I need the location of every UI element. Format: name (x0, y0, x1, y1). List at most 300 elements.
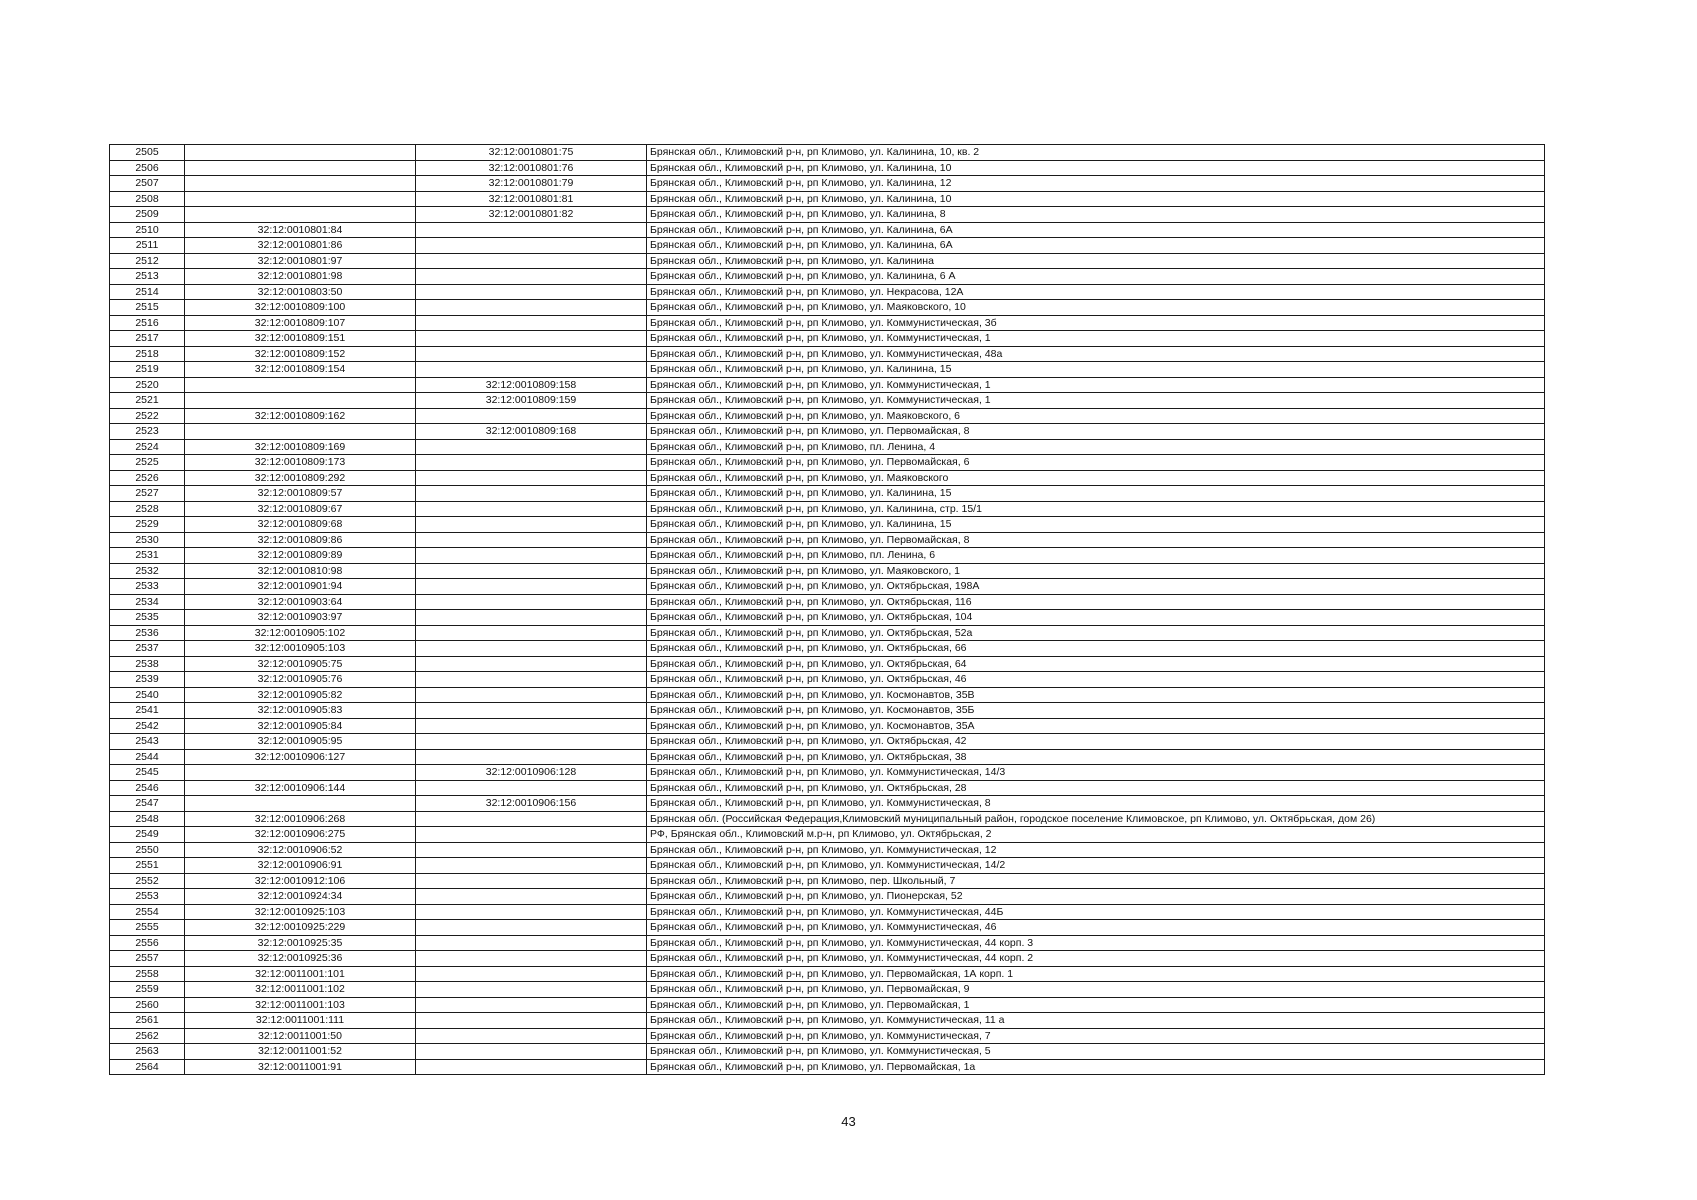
row-number: 2537 (110, 641, 185, 657)
cadastral-number-alt (416, 641, 647, 657)
cadastral-number: 32:12:0010905:82 (185, 687, 416, 703)
table-row (110, 904, 1545, 920)
address-cell: Брянская обл., Климовский р-н, рп Климово, ул. Калинина, 6 А (647, 269, 1545, 285)
table-row (110, 951, 1545, 967)
address-cell: Брянская обл., Климовский р-н, рп Климово, ул. Коммунистическая, 3б (647, 315, 1545, 331)
cadastral-number-alt: 32:12:0010906:156 (416, 796, 647, 812)
address-cell: Брянская обл., Климовский р-н, рп Климово, ул. Октябрьская, 42 (647, 734, 1545, 750)
row-number: 2510 (110, 222, 185, 238)
row-number: 2541 (110, 703, 185, 719)
cadastral-number-alt (416, 331, 647, 347)
table-row (110, 486, 1545, 502)
table-row (110, 920, 1545, 936)
address-cell: Брянская обл., Климовский р-н, рп Климово, ул. Октябрьская, 66 (647, 641, 1545, 657)
row-number: 2513 (110, 269, 185, 285)
row-number: 2515 (110, 300, 185, 316)
address-cell: Брянская обл., Климовский р-н, рп Климово, ул. Коммунистическая, 44 корп. 3 (647, 935, 1545, 951)
cadastral-number-alt: 32:12:0010801:81 (416, 191, 647, 207)
table-row (110, 501, 1545, 517)
table-row (110, 687, 1545, 703)
cadastral-number-alt (416, 238, 647, 254)
cadastral-number-alt: 32:12:0010809:159 (416, 393, 647, 409)
row-number: 2533 (110, 579, 185, 595)
cadastral-number-alt (416, 889, 647, 905)
row-number: 2552 (110, 873, 185, 889)
row-number: 2554 (110, 904, 185, 920)
row-number: 2564 (110, 1059, 185, 1075)
row-number: 2555 (110, 920, 185, 936)
cadastral-number: 32:12:0010803:50 (185, 284, 416, 300)
cadastral-number: 32:12:0011001:102 (185, 982, 416, 998)
row-number: 2542 (110, 718, 185, 734)
row-number: 2560 (110, 997, 185, 1013)
row-number: 2557 (110, 951, 185, 967)
cadastral-number (185, 765, 416, 781)
address-cell: Брянская обл., Климовский р-н, рп Климово, ул. Коммунистическая, 1 (647, 331, 1545, 347)
table-row (110, 827, 1545, 843)
row-number: 2509 (110, 207, 185, 223)
address-cell: Брянская обл., Климовский р-н, рп Климово, ул. Коммунистическая, 12 (647, 842, 1545, 858)
cadastral-number-alt (416, 253, 647, 269)
address-cell: Брянская обл., Климовский р-н, рп Климово, ул. Октябрьская, 116 (647, 594, 1545, 610)
cadastral-number: 32:12:0010809:68 (185, 517, 416, 533)
table-row (110, 532, 1545, 548)
address-cell: Брянская обл., Климовский р-н, рп Климово, ул. Коммунистическая, 46 (647, 920, 1545, 936)
cadastral-number-alt (416, 610, 647, 626)
table-row (110, 331, 1545, 347)
row-number: 2514 (110, 284, 185, 300)
cadastral-number: 32:12:0011001:111 (185, 1013, 416, 1029)
table-row (110, 656, 1545, 672)
cadastral-number-alt (416, 439, 647, 455)
row-number: 2512 (110, 253, 185, 269)
row-number: 2553 (110, 889, 185, 905)
cadastral-number-alt (416, 625, 647, 641)
address-cell: Брянская обл., Климовский р-н, рп Климово, ул. Октябрьская, 46 (647, 672, 1545, 688)
address-cell: Брянская обл., Климовский р-н, рп Климово, ул. Маяковского, 1 (647, 563, 1545, 579)
address-cell: Брянская обл., Климовский р-н, рп Климово, ул. Космонавтов, 35Б (647, 703, 1545, 719)
cadastral-number-alt (416, 346, 647, 362)
cadastral-number-alt (416, 811, 647, 827)
cadastral-number: 32:12:0011001:52 (185, 1044, 416, 1060)
table-row (110, 377, 1545, 393)
row-number: 2507 (110, 176, 185, 192)
address-cell: Брянская обл., Климовский р-н, рп Климово, ул. Калинина, 15 (647, 362, 1545, 378)
table-row (110, 1028, 1545, 1044)
cadastral-table (109, 144, 1545, 1075)
address-cell: Брянская обл., Климовский р-н, рп Климово, ул. Калинина (647, 253, 1545, 269)
cadastral-number-alt: 32:12:0010906:128 (416, 765, 647, 781)
cadastral-number: 32:12:0010925:35 (185, 935, 416, 951)
table-row (110, 346, 1545, 362)
table-row (110, 765, 1545, 781)
row-number: 2548 (110, 811, 185, 827)
address-cell: Брянская обл., Климовский р-н, рп Климово, ул. Калинина, 8 (647, 207, 1545, 223)
cadastral-number: 32:12:0010809:57 (185, 486, 416, 502)
cadastral-number (185, 160, 416, 176)
cadastral-number: 32:12:0010903:64 (185, 594, 416, 610)
row-number: 2519 (110, 362, 185, 378)
table-row (110, 749, 1545, 765)
cadastral-number: 32:12:0010905:75 (185, 656, 416, 672)
table-row (110, 703, 1545, 719)
cadastral-number-alt (416, 734, 647, 750)
cadastral-number: 32:12:0010925:36 (185, 951, 416, 967)
table-row (110, 160, 1545, 176)
row-number: 2545 (110, 765, 185, 781)
row-number: 2511 (110, 238, 185, 254)
cadastral-number: 32:12:0010809:86 (185, 532, 416, 548)
row-number: 2535 (110, 610, 185, 626)
cadastral-number: 32:12:0010906:144 (185, 780, 416, 796)
table-row (110, 610, 1545, 626)
row-number: 2529 (110, 517, 185, 533)
address-cell: Брянская обл., Климовский р-н, рп Климово, ул. Коммунистическая, 48а (647, 346, 1545, 362)
table-row (110, 780, 1545, 796)
address-cell: Брянская обл., Климовский р-н, рп Климово, ул. Калинина, стр. 15/1 (647, 501, 1545, 517)
cadastral-number-alt (416, 579, 647, 595)
address-cell: Брянская обл., Климовский р-н, рп Климово, ул. Октябрьская, 52а (647, 625, 1545, 641)
table-row (110, 393, 1545, 409)
cadastral-number-alt (416, 1059, 647, 1075)
cadastral-number: 32:12:0010925:229 (185, 920, 416, 936)
table-row (110, 548, 1545, 564)
row-number: 2534 (110, 594, 185, 610)
address-cell: Брянская обл., Климовский р-н, рп Климово, ул. Пионерская, 52 (647, 889, 1545, 905)
cadastral-number-alt: 32:12:0010809:168 (416, 424, 647, 440)
row-number: 2530 (110, 532, 185, 548)
cadastral-number-alt (416, 966, 647, 982)
address-cell: Брянская обл., Климовский р-н, рп Климово, ул. Октябрьская, 64 (647, 656, 1545, 672)
cadastral-number-alt (416, 548, 647, 564)
address-cell: Брянская обл., Климовский р-н, рп Климово, ул. Октябрьская, 198А (647, 579, 1545, 595)
cadastral-number-alt: 32:12:0010801:82 (416, 207, 647, 223)
address-cell: Брянская обл., Климовский р-н, рп Климово, ул. Калинина, 15 (647, 486, 1545, 502)
cadastral-number-alt (416, 656, 647, 672)
cadastral-number-alt (416, 315, 647, 331)
cadastral-number: 32:12:0010905:76 (185, 672, 416, 688)
cadastral-number (185, 207, 416, 223)
cadastral-number: 32:12:0010809:152 (185, 346, 416, 362)
row-number: 2561 (110, 1013, 185, 1029)
row-number: 2521 (110, 393, 185, 409)
address-cell: Брянская обл., Климовский р-н, рп Климово, ул. Первомайская, 8 (647, 424, 1545, 440)
cadastral-number (185, 145, 416, 161)
address-cell: Брянская обл., Климовский р-н, рп Климово, пл. Ленина, 6 (647, 548, 1545, 564)
cadastral-number-alt (416, 827, 647, 843)
row-number: 2518 (110, 346, 185, 362)
row-number: 2540 (110, 687, 185, 703)
cadastral-number: 32:12:0010905:83 (185, 703, 416, 719)
address-cell: Брянская обл., Климовский р-н, рп Климово, ул. Маяковского (647, 470, 1545, 486)
cadastral-number-alt (416, 1028, 647, 1044)
table-row (110, 842, 1545, 858)
cadastral-number-alt (416, 455, 647, 471)
row-number: 2517 (110, 331, 185, 347)
cadastral-number: 32:12:0010906:127 (185, 749, 416, 765)
address-cell: РФ, Брянская обл., Климовский м.р-н, рп Климово, ул. Октябрьская, 2 (647, 827, 1545, 843)
cadastral-number: 32:12:0010801:97 (185, 253, 416, 269)
address-cell: Брянская обл., Климовский р-н, рп Климово, ул. Маяковского, 10 (647, 300, 1545, 316)
row-number: 2551 (110, 858, 185, 874)
table-row (110, 889, 1545, 905)
row-number: 2550 (110, 842, 185, 858)
cadastral-number (185, 176, 416, 192)
table-body (110, 145, 1545, 1075)
cadastral-number-alt (416, 517, 647, 533)
cadastral-number (185, 377, 416, 393)
table-row (110, 563, 1545, 579)
table-row (110, 284, 1545, 300)
table-row (110, 424, 1545, 440)
row-number: 2543 (110, 734, 185, 750)
address-cell: Брянская обл., Климовский р-н, рп Климово, ул. Космонавтов, 35А (647, 718, 1545, 734)
cadastral-number: 32:12:0010810:98 (185, 563, 416, 579)
table-row (110, 439, 1545, 455)
cadastral-number-alt (416, 1044, 647, 1060)
cadastral-number-alt (416, 470, 647, 486)
cadastral-number-alt (416, 486, 647, 502)
table-row (110, 718, 1545, 734)
row-number: 2505 (110, 145, 185, 161)
cadastral-number (185, 393, 416, 409)
cadastral-number-alt (416, 300, 647, 316)
address-cell: Брянская обл., Климовский р-н, рп Климово, ул. Первомайская, 1а (647, 1059, 1545, 1075)
table-row (110, 935, 1545, 951)
cadastral-number: 32:12:0010925:103 (185, 904, 416, 920)
address-cell: Брянская обл., Климовский р-н, рп Климово, ул. Первомайская, 1 (647, 997, 1545, 1013)
cadastral-number: 32:12:0011001:91 (185, 1059, 416, 1075)
row-number: 2539 (110, 672, 185, 688)
table-row (110, 470, 1545, 486)
table-row (110, 191, 1545, 207)
address-cell: Брянская обл., Климовский р-н, рп Климово, ул. Калинина, 10 (647, 160, 1545, 176)
address-cell: Брянская обл., Климовский р-н, рп Климово, ул. Коммунистическая, 7 (647, 1028, 1545, 1044)
cadastral-number-alt (416, 501, 647, 517)
table-row (110, 176, 1545, 192)
cadastral-number-alt (416, 532, 647, 548)
cadastral-number-alt (416, 703, 647, 719)
address-cell: Брянская обл., Климовский р-н, рп Климово, ул. Коммунистическая, 1 (647, 393, 1545, 409)
row-number: 2516 (110, 315, 185, 331)
table-row (110, 982, 1545, 998)
table-row (110, 858, 1545, 874)
row-number: 2559 (110, 982, 185, 998)
cadastral-number: 32:12:0010809:100 (185, 300, 416, 316)
cadastral-number-alt (416, 284, 647, 300)
table-row (110, 362, 1545, 378)
address-cell: Брянская обл., Климовский р-н, рп Климово, ул. Октябрьская, 38 (647, 749, 1545, 765)
row-number: 2522 (110, 408, 185, 424)
row-number: 2508 (110, 191, 185, 207)
cadastral-number: 32:12:0010801:84 (185, 222, 416, 238)
table-row (110, 1013, 1545, 1029)
table-row (110, 222, 1545, 238)
cadastral-number-alt (416, 594, 647, 610)
address-cell: Брянская обл., Климовский р-н, рп Климово, ул. Калинина, 15 (647, 517, 1545, 533)
cadastral-number: 32:12:0010901:94 (185, 579, 416, 595)
table-row (110, 300, 1545, 316)
cadastral-number-alt (416, 920, 647, 936)
address-cell: Брянская обл., Климовский р-н, рп Климово, ул. Коммунистическая, 14/3 (647, 765, 1545, 781)
cadastral-number-alt (416, 672, 647, 688)
table-row (110, 966, 1545, 982)
cadastral-number: 32:12:0010809:67 (185, 501, 416, 517)
cadastral-number: 32:12:0010905:102 (185, 625, 416, 641)
table-row (110, 238, 1545, 254)
cadastral-number (185, 796, 416, 812)
address-cell: Брянская обл., Климовский р-н, рп Климово, ул. Октябрьская, 28 (647, 780, 1545, 796)
address-cell: Брянская обл., Климовский р-н, рп Климово, ул. Коммунистическая, 1 (647, 377, 1545, 393)
address-cell: Брянская обл., Климовский р-н, рп Климово, ул. Коммунистическая, 11 а (647, 1013, 1545, 1029)
cadastral-number-alt: 32:12:0010801:75 (416, 145, 647, 161)
address-cell: Брянская обл., Климовский р-н, рп Климово, ул. Калинина, 12 (647, 176, 1545, 192)
cadastral-number-alt (416, 951, 647, 967)
row-number: 2562 (110, 1028, 185, 1044)
address-cell: Брянская обл., Климовский р-н, рп Климово, ул. Коммунистическая, 5 (647, 1044, 1545, 1060)
cadastral-number: 32:12:0010809:89 (185, 548, 416, 564)
row-number: 2526 (110, 470, 185, 486)
row-number: 2524 (110, 439, 185, 455)
address-cell: Брянская обл., Климовский р-н, рп Климово, ул. Космонавтов, 35В (647, 687, 1545, 703)
address-cell: Брянская обл., Климовский р-н, рп Климово, ул. Октябрьская, 104 (647, 610, 1545, 626)
cadastral-number: 32:12:0010905:103 (185, 641, 416, 657)
cadastral-number-alt: 32:12:0010809:158 (416, 377, 647, 393)
address-cell: Брянская обл., Климовский р-н, рп Климово, ул. Первомайская, 9 (647, 982, 1545, 998)
cadastral-number: 32:12:0010912:106 (185, 873, 416, 889)
address-cell: Брянская обл., Климовский р-н, рп Климово, ул. Коммунистическая, 44 корп. 2 (647, 951, 1545, 967)
table-row (110, 1044, 1545, 1060)
cadastral-number: 32:12:0010809:162 (185, 408, 416, 424)
address-cell: Брянская обл., Климовский р-н, рп Климово, ул. Некрасова, 12А (647, 284, 1545, 300)
address-cell: Брянская обл., Климовский р-н, рп Климово, ул. Коммунистическая, 8 (647, 796, 1545, 812)
row-number: 2506 (110, 160, 185, 176)
cadastral-number: 32:12:0010906:52 (185, 842, 416, 858)
cadastral-number-alt (416, 749, 647, 765)
cadastral-number: 32:12:0010809:292 (185, 470, 416, 486)
cadastral-number: 32:12:0010906:91 (185, 858, 416, 874)
cadastral-number: 32:12:0011001:101 (185, 966, 416, 982)
cadastral-number: 32:12:0010809:169 (185, 439, 416, 455)
cadastral-number: 32:12:0010809:151 (185, 331, 416, 347)
table-row (110, 672, 1545, 688)
row-number: 2527 (110, 486, 185, 502)
table-row (110, 1059, 1545, 1075)
table-row (110, 734, 1545, 750)
table-row (110, 253, 1545, 269)
row-number: 2544 (110, 749, 185, 765)
cadastral-number-alt (416, 269, 647, 285)
cadastral-number-alt (416, 873, 647, 889)
row-number: 2523 (110, 424, 185, 440)
address-cell: Брянская обл., Климовский р-н, рп Климово, ул. Калинина, 6А (647, 222, 1545, 238)
address-cell: Брянская обл., Климовский р-н, рп Климово, ул. Маяковского, 6 (647, 408, 1545, 424)
cadastral-number: 32:12:0010809:173 (185, 455, 416, 471)
cadastral-number-alt: 32:12:0010801:76 (416, 160, 647, 176)
table-row (110, 145, 1545, 161)
cadastral-number: 32:12:0010906:268 (185, 811, 416, 827)
cadastral-number: 32:12:0010905:95 (185, 734, 416, 750)
table-row (110, 594, 1545, 610)
row-number: 2549 (110, 827, 185, 843)
row-number: 2538 (110, 656, 185, 672)
address-cell: Брянская обл., Климовский р-н, рп Климово, ул. Калинина, 6А (647, 238, 1545, 254)
table-row (110, 517, 1545, 533)
cadastral-number-alt (416, 718, 647, 734)
cadastral-number-alt: 32:12:0010801:79 (416, 176, 647, 192)
cadastral-number-alt (416, 780, 647, 796)
cadastral-number: 32:12:0010906:275 (185, 827, 416, 843)
cadastral-number-alt (416, 362, 647, 378)
row-number: 2528 (110, 501, 185, 517)
table-row (110, 579, 1545, 595)
cadastral-number-alt (416, 563, 647, 579)
cadastral-number-alt (416, 408, 647, 424)
table-row (110, 455, 1545, 471)
cadastral-number: 32:12:0010924:34 (185, 889, 416, 905)
table-row (110, 269, 1545, 285)
row-number: 2558 (110, 966, 185, 982)
address-cell: Брянская обл., Климовский р-н, рп Климово, ул. Первомайская, 6 (647, 455, 1545, 471)
cadastral-number-alt (416, 222, 647, 238)
address-cell: Брянская обл., Климовский р-н, рп Климово, ул. Калинина, 10 (647, 191, 1545, 207)
cadastral-number-alt (416, 1013, 647, 1029)
cadastral-number: 32:12:0010809:107 (185, 315, 416, 331)
table-row (110, 207, 1545, 223)
row-number: 2532 (110, 563, 185, 579)
cadastral-number: 32:12:0011001:103 (185, 997, 416, 1013)
row-number: 2547 (110, 796, 185, 812)
cadastral-number-alt (416, 997, 647, 1013)
table-row (110, 796, 1545, 812)
row-number: 2556 (110, 935, 185, 951)
table-row (110, 811, 1545, 827)
table-row (110, 625, 1545, 641)
table-row (110, 997, 1545, 1013)
row-number: 2525 (110, 455, 185, 471)
cadastral-number (185, 424, 416, 440)
row-number: 2531 (110, 548, 185, 564)
cadastral-number-alt (416, 842, 647, 858)
cadastral-number-alt (416, 935, 647, 951)
address-cell: Брянская обл., Климовский р-н, рп Климово, ул. Коммунистическая, 44Б (647, 904, 1545, 920)
address-cell: Брянская обл. (Российская Федерация,Климовский муниципальный район, городское поселение Климовское, рп Климово, ул. Октябрьская, дом 26) (647, 811, 1545, 827)
table-row (110, 408, 1545, 424)
address-cell: Брянская обл., Климовский р-н, рп Климово, ул. Коммунистическая, 14/2 (647, 858, 1545, 874)
row-number: 2546 (110, 780, 185, 796)
row-number: 2536 (110, 625, 185, 641)
row-number: 2563 (110, 1044, 185, 1060)
cadastral-number: 32:12:0011001:50 (185, 1028, 416, 1044)
address-cell: Брянская обл., Климовский р-н, рп Климово, пер. Школьный, 7 (647, 873, 1545, 889)
table-row (110, 641, 1545, 657)
address-cell: Брянская обл., Климовский р-н, рп Климово, пл. Ленина, 4 (647, 439, 1545, 455)
table-row (110, 315, 1545, 331)
cadastral-number: 32:12:0010801:86 (185, 238, 416, 254)
cadastral-number: 32:12:0010905:84 (185, 718, 416, 734)
cadastral-number (185, 191, 416, 207)
cadastral-number: 32:12:0010903:97 (185, 610, 416, 626)
address-cell: Брянская обл., Климовский р-н, рп Климово, ул. Первомайская, 8 (647, 532, 1545, 548)
row-number: 2520 (110, 377, 185, 393)
address-cell: Брянская обл., Климовский р-н, рп Климово, ул. Первомайская, 1А корп. 1 (647, 966, 1545, 982)
address-cell: Брянская обл., Климовский р-н, рп Климово, ул. Калинина, 10, кв. 2 (647, 145, 1545, 161)
page-number: 43 (841, 1114, 856, 1129)
cadastral-number: 32:12:0010809:154 (185, 362, 416, 378)
cadastral-number: 32:12:0010801:98 (185, 269, 416, 285)
cadastral-number-alt (416, 982, 647, 998)
cadastral-number-alt (416, 687, 647, 703)
